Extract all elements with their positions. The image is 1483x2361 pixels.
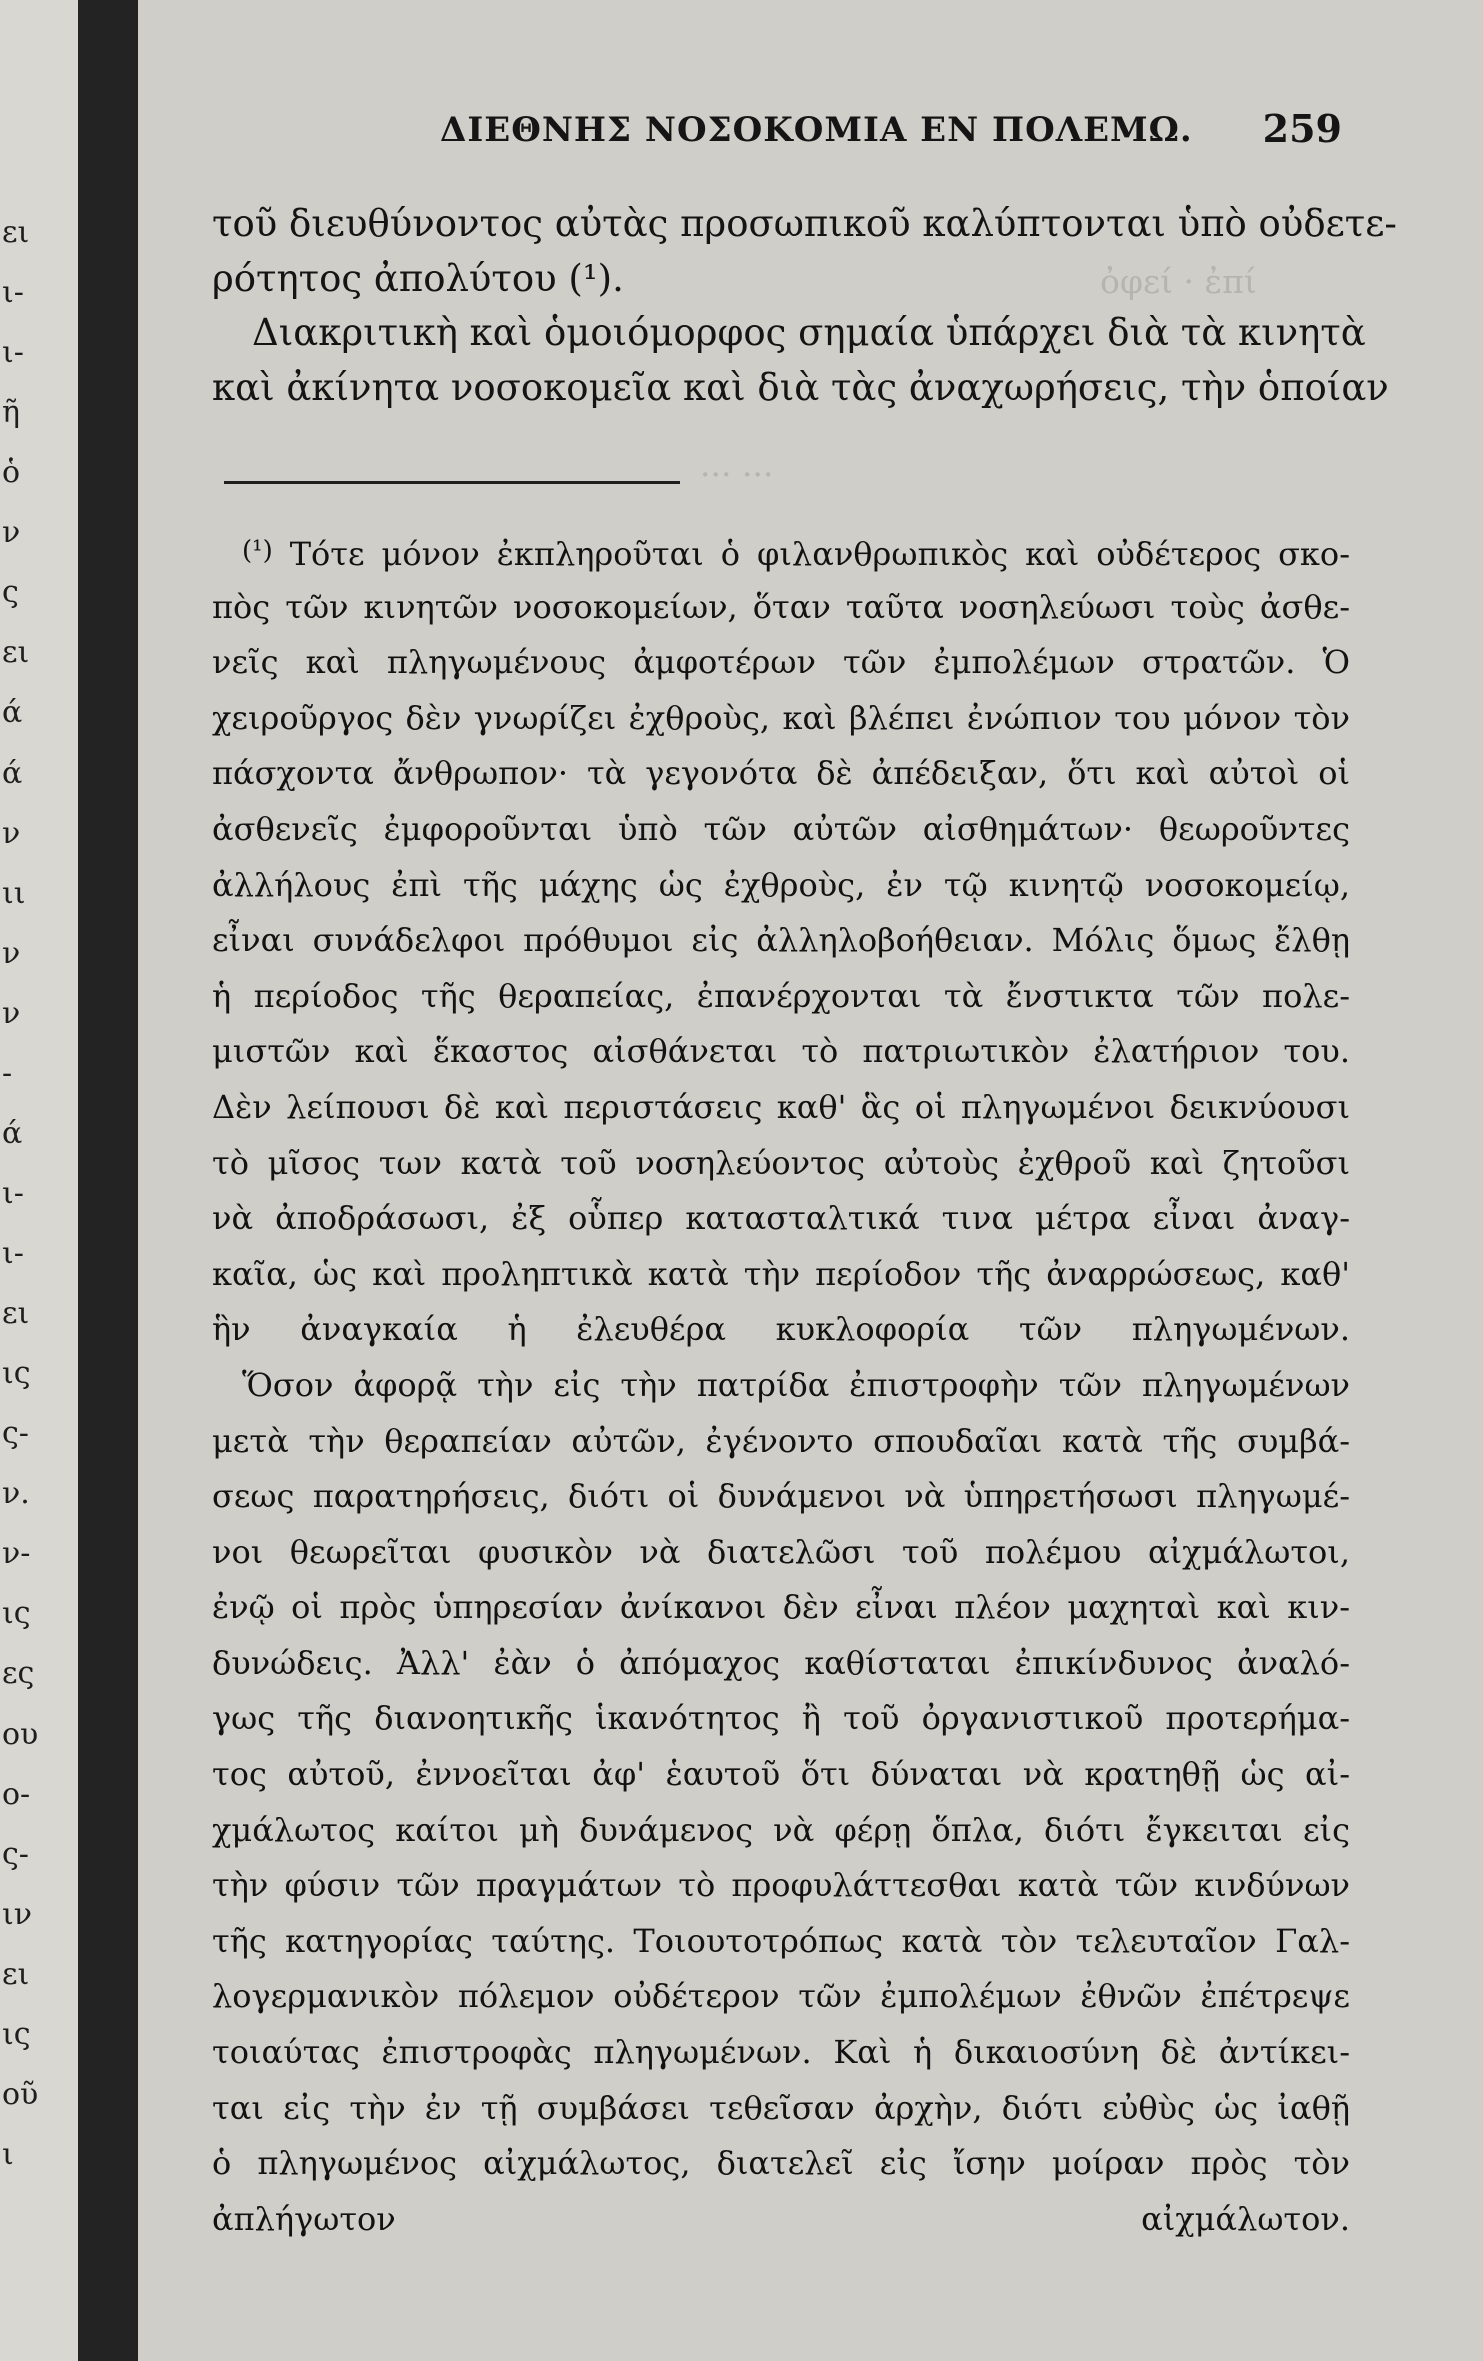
facing-page-fragment: ει — [2, 215, 30, 250]
facing-page-fragment: ς- — [2, 1416, 29, 1451]
facing-page-fragment: ιι — [2, 876, 26, 911]
text-line: Διακριτικὴ καὶ ὁμοιόμορφος σημαία ὑπάρχει διὰ τὰ κινητὰ — [252, 311, 1366, 354]
main-text — [212, 197, 1397, 415]
facing-page-fragment: ο- — [2, 1777, 31, 1812]
facing-page-fragment: ν — [2, 515, 21, 550]
facing-page-fragment: ὁ — [2, 455, 21, 490]
facing-page-fragment: ι- — [2, 1176, 24, 1211]
running-header — [212, 106, 1342, 158]
facing-page-fragment: ν. — [2, 1476, 30, 1511]
footnote-line: χειροῦργος δὲν γνωρίζει ἐχθροὺς, καὶ βλέπει ἐνώπιον του μόνον τὸν — [212, 698, 1350, 737]
facing-page-fragment: ου — [2, 1717, 39, 1752]
footnote-line: ται εἰς τὴν ἐν τῇ συμβάσει τεθεῖσαν ἀρχὴν, διότι εὐθὺς ὡς ἰαθῇ — [212, 2088, 1350, 2127]
facing-page-fragment: ά — [2, 695, 23, 730]
footnote-line: σεως παρατηρήσεις, διότι οἱ δυνάμενοι νὰ ὑπηρετήσωσι πληγωμέ- — [212, 1477, 1350, 1516]
footnote-first-line — [212, 524, 1350, 580]
footnote-line: ὁ πληγωμένος αἰχμάλωτος, διατελεῖ εἰς ἴσην μοίραν πρὸς τὸν — [212, 2144, 1350, 2183]
footnote-text: Τότε μόνον ἐκπληροῦται ὁ φιλανθρωπικὸς καὶ οὐδέτερος σκο- — [289, 535, 1351, 573]
footnote-line: ἣν ἀναγκαία ἡ ἐλευθέρα κυκλοφορία τῶν πληγωμένων. — [212, 1310, 1350, 1349]
facing-page-fragment: ις — [2, 1596, 31, 1631]
footnote-line: τὴν φύσιν τῶν πραγμάτων τὸ προφυλάττεσθαι κατὰ τῶν κινδύνων — [212, 1866, 1350, 1905]
facing-page-fragment: ι- — [2, 335, 24, 370]
footnote-line: ἀσθενεῖς ἐμφοροῦνται ὑπὸ τῶν αὐτῶν αἰσθημάτων· θεωροῦντες — [212, 809, 1350, 848]
facing-page-fragment: ς- — [2, 1837, 29, 1872]
facing-page-fragment: ες — [2, 1656, 35, 1691]
text-line: καὶ ἀκίνητα νοσοκομεῖα καὶ διὰ τὰς ἀναχωρήσεις, τὴν ὁποίαν — [212, 365, 1389, 409]
footnote-line: ἐνῷ οἱ πρὸς ὑπηρεσίαν ἀνίκανοι δὲν εἶναι πλέον μαχηταὶ καὶ κιν- — [212, 1588, 1350, 1627]
footnote-line: τοιαύτας ἐπιστροφὰς πληγωμένων. Καὶ ἡ δικαιοσύνη δὲ ἀντίκει- — [212, 2033, 1350, 2072]
text-line: ρότητος ἀπολύτου (¹). — [212, 256, 624, 300]
facing-page-fragment: ει — [2, 635, 30, 670]
footnote — [212, 524, 1350, 2247]
footnote-rule — [224, 481, 680, 484]
facing-page-fragment: ν — [2, 996, 21, 1031]
facing-page-fragment: ν- — [2, 1536, 31, 1571]
facing-page-fragment: ν — [2, 936, 21, 971]
footnote-line: νὰ ἀποδράσωσι, ἐξ οὗπερ κατασταλτικά τινα μέτρα εἶναι ἀναγ- — [212, 1199, 1350, 1238]
footnote-line: λογερμανικὸν πόλεμον οὐδέτερον τῶν ἐμπολέμων ἐθνῶν ἐπέτρεψε — [212, 1977, 1350, 2016]
footnote-line: ἀλλήλους ἐπὶ τῆς μάχης ὡς ἐχθροὺς, ἐν τῷ κινητῷ νοσοκομείῳ, — [212, 865, 1350, 904]
footnote-line: ἡ περίοδος τῆς θεραπείας, ἐπανέρχονται τὰ ἔνστικτα τῶν πολε- — [212, 976, 1350, 1015]
footnote-line: ἀπλήγωτον αἰχμάλωτον. — [212, 2199, 1350, 2238]
book-gutter — [78, 0, 138, 2361]
footnote-line: τὸ μῖσος των κατὰ τοῦ νοσηλεύοντος αὐτοὺς ἐχθροῦ καὶ ζητοῦσι — [212, 1143, 1350, 1182]
bleed-through: ὀφεί · ἐπί — [1100, 262, 1257, 301]
footnote-line: πάσχοντα ἄνθρωπον· τὰ γεγονότα δὲ ἀπέδειξαν, ὅτι καὶ αὐτοὶ οἱ — [212, 754, 1350, 793]
footnote-line: χμάλωτος καίτοι μὴ δυνάμενος νὰ φέρῃ ὅπλα, διότι ἔγκειται εἰς — [212, 1810, 1350, 1849]
footnote-line: Δὲν λείπουσι δὲ καὶ περιστάσεις καθ' ἃς οἱ πληγωμένοι δεικνύουσι — [212, 1087, 1350, 1126]
footnote-line: μετὰ τὴν θεραπείαν αὐτῶν, ἐγένοντο σπουδαῖαι κατὰ τῆς συμβά- — [212, 1421, 1350, 1460]
footnote-line: νεῖς καὶ πληγωμένους ἀμφοτέρων τῶν ἐμπολέμων στρατῶν. Ὁ — [212, 643, 1350, 682]
facing-page-fragment: ά — [2, 1116, 23, 1151]
footnote-line: τος αὐτοῦ, ἐννοεῖται ἀφ' ἑαυτοῦ ὅτι δύναται νὰ κρατηθῇ ὡς αἰ- — [212, 1755, 1350, 1794]
footnote-marker: (¹) — [242, 536, 273, 566]
facing-page-fragment: ει — [2, 1957, 30, 1992]
facing-page-fragment: ι- — [2, 1236, 24, 1271]
text-line: τοῦ διευθύνοντος αὐτὰς προσωπικοῦ καλύπτονται ὑπὸ οὐδετε- — [212, 202, 1397, 245]
facing-page-fragment: ιν — [2, 1897, 32, 1932]
facing-page-fragment: ι — [2, 2137, 14, 2172]
footnote-line: καῖα, ὡς καὶ προληπτικὰ κατὰ τὴν περίοδον τῆς ἀναρρώσεως, καθ' — [212, 1254, 1350, 1293]
facing-page-fragment: ῆ — [2, 395, 20, 430]
facing-page-fragment: ι- — [2, 275, 24, 310]
facing-page-fragment: ά — [2, 756, 23, 791]
facing-page-fragment: οῦ — [2, 2077, 39, 2112]
facing-page-fragment: ις — [2, 2017, 31, 2052]
facing-page-fragment: ις — [2, 1356, 31, 1391]
footnote-line: τῆς κατηγορίας ταύτης. Τοιουτοτρόπως κατὰ τὸν τελευταῖον Γαλ- — [212, 1921, 1350, 1960]
bleed-through: ··· ··· — [700, 455, 774, 494]
facing-page-fragment: ς — [2, 575, 19, 610]
footnote-line: Ὅσον ἀφορᾷ τὴν εἰς τὴν πατρίδα ἐπιστροφὴν τῶν πληγωμένων — [242, 1365, 1350, 1404]
footnote-line: πὸς τῶν κινητῶν νοσοκομείων, ὅταν ταῦτα νοσηλεύωσι τοὺς ἀσθε- — [212, 587, 1350, 626]
page-number: 259 — [1262, 106, 1342, 151]
footnote-line: εἶναι συνάδελφοι πρόθυμοι εἰς ἀλληλοβοήθειαν. Μόλις ὅμως ἔλθῃ — [212, 921, 1350, 960]
facing-page-fragment: ν — [2, 816, 21, 851]
footnote-line: δυνώδεις. Ἀλλ' ἐὰν ὁ ἀπόμαχος καθίσταται ἐπικίνδυνος ἀναλό- — [212, 1643, 1350, 1682]
facing-page-fragment: ει — [2, 1296, 30, 1331]
running-title: ΔΙΕΘΝΗΣ ΝΟΣΟΚΟΜΙΑ ΕΝ ΠΟΛΕΜΩ. — [440, 110, 1193, 150]
footnote-lines — [212, 580, 1350, 2248]
footnote-line: γως τῆς διανοητικῆς ἱκανότητος ἢ τοῦ ὀργανιστικοῦ προτερήμα- — [212, 1699, 1350, 1738]
footnote-line: μιστῶν καὶ ἕκαστος αἰσθάνεται τὸ πατριωτικὸν ἐλατήριον του. — [212, 1032, 1350, 1071]
footnote-line: νοι θεωρεῖται φυσικὸν νὰ διατελῶσι τοῦ πολέμου αἰχμάλωτοι, — [212, 1532, 1350, 1571]
facing-page-fragment: - — [2, 1056, 13, 1091]
